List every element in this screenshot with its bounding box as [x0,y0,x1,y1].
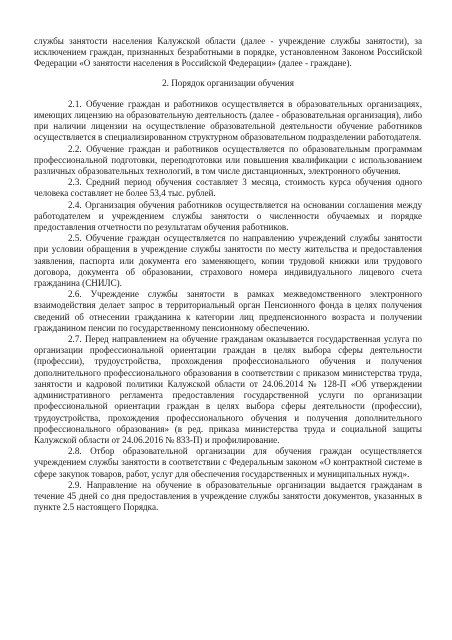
paragraph-2-3: 2.3. Средний период обучения составляет 3 месяца, стоимость курса обучения одного человека составляет не более 53,4 тыс. рублей. [34,177,422,199]
paragraph-2-5: 2.5. Обучение граждан осуществляется по направлению учреждений службы занятости при условии обращения в учреждение службы занятости по месту жительства и предоставления заявления, паспорта или документа его заменяющего, копии трудовой книжки или трудового договора, документа об образовании, страхового номера индивидуального лицевого счета гражданина (СНИЛС). [34,233,422,289]
paragraph-2-2: 2.2. Обучение граждан и работников осуществляется по образовательным программам профессиональной подготовки, переподготовки или повышения квалификации с использованием различных образовательных технологий, в том числе дистанционных, электронного обучения. [34,143,422,177]
paragraph-2-8: 2.8. Отбор образовательной организации для обучения граждан осуществляется учреждением службы занятости в соответствии с Федеральным законом «О контрактной системе в сфере закупок товаров, работ, услуг для обеспечения государственных и муниципальных нужд». [34,446,422,479]
paragraph-2-7: 2.7. Перед направлением на обучение гражданам оказывается государственная услуга по организации профессиональной ориентации граждан в целях выбора сферы деятельности (профессии), трудоустройства, прохождения профессионального обучения и получения дополнительного профессионального образования в соответствии с приказом министерства труда, занятости и кадровой политики Калужской области от 24.06.2014 № 128-П «Об утверждении административного регламента предоставления государственной услуги по организации профессиональной ориентации граждан в целях выбора сферы деятельности (профессии), трудоустройства, прохождения профессионального обучения и получения дополнительного профессионального образования» (в ред. приказа министерства труда и социальной защиты Калужской области от 24.06.2016 № 833-П) и профилирование. [34,334,422,445]
intro-paragraph: службы занятости населения Калужской области (далее - учреждение службы занятости), за исключением граждан, признанных безработными в порядке, установленном Законом Российской Федерации «О занятости населения в Российской Федерации» (далее - граждане). [34,36,422,69]
paragraph-2-9: 2.9. Направление на обучение в образовательные организации выдается гражданам в течение 45 дней со дня предоставления в учреждение службы занятости документов, указанных в пункте 2.5 настоящего Порядка. [34,479,422,513]
paragraph-2-4: 2.4. Организация обучения работников осуществляется на основании соглашения между работодателем и учреждением службы занятости о численности обучаемых и порядке предоставления отчетности по результатам обучения работников. [34,199,422,233]
paragraph-2-1: 2.1. Обучение граждан и работников осуществляется в образовательных организациях, имеющих лицензию на образовательную деятельность (далее - образовательная организация), либо при наличии лицензии на осуществление образовательной деятельности обучение работников осуществляется в специализированном структурном образовательном подразделении работодателя. [34,98,422,143]
paragraph-2-6: 2.6. Учреждение службы занятости в рамках межведомственного электронного взаимодействия делает запрос в территориальный орган Пенсионного фонда в целях получения сведений об отнесении гражданина к категории лиц предпенсионного возраста и получении гражданином пенсии по государственному пенсионному обеспечению. [34,289,422,333]
section-title: 2. Порядок организации обучения [162,77,294,88]
document-body [34,36,422,513]
